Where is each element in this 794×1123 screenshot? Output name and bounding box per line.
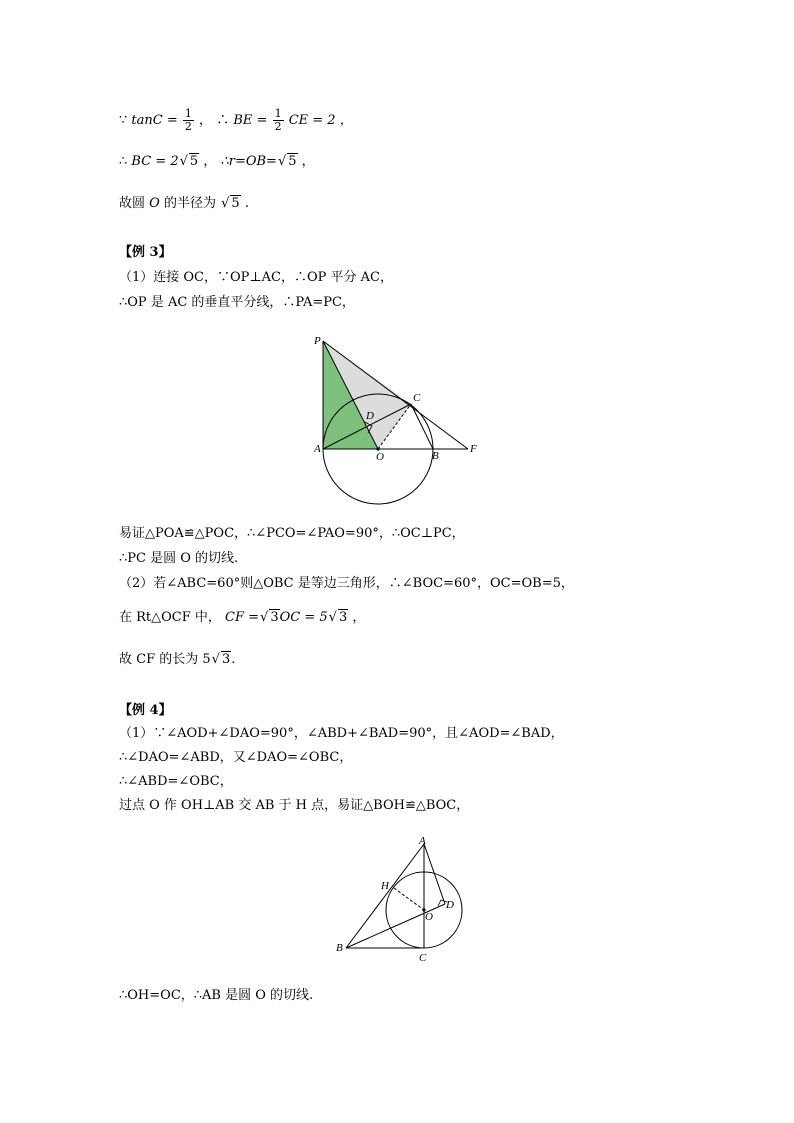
ex4-line-5: ∴OH=OC，∴AB 是圆 O 的切线. (119, 988, 314, 1003)
label-h: H (381, 880, 389, 892)
ex4-line-1: （1）∵∠AOD+∠DAO=90°，∠ABD+∠BAD=90°，且∠AOD=∠BAD， (119, 726, 564, 741)
example-3-title: 【例 3】 (119, 245, 172, 260)
line-radius: 故圆 O 的半径为 √ 5 . (119, 196, 249, 211)
label-f: F (470, 443, 477, 455)
ex3-line-5: （2）若∠ABC=60°则△OBC 是等边三角形，∴∠BOC=60°，OC=OB=5， (119, 576, 574, 591)
ex3-line-4: ∴PC 是圆 O 的切线. (119, 551, 239, 566)
ex4-line-2: ∴∠DAO=∠ABD，又∠DAO=∠OBC， (119, 750, 353, 765)
fraction-half: $\frac{1}{2}$ (184, 107, 192, 133)
ex3-line-7: 故 CF 的长为 5√ 3. (119, 652, 236, 667)
ex3-line-6: 在 Rt△OCF 中， CF =√ 3OC = 5√ 3 ， (119, 610, 366, 625)
ex3-line-2: ∴OP 是 AC 的垂直平分线，∴PA=PC， (119, 295, 355, 310)
label-d: D (366, 410, 374, 422)
label-o: O (425, 911, 433, 923)
line-bc: ∴ BC = 2√ 5 ， ∴r=OB=√ 5 ， (119, 154, 315, 169)
example-4-figure (330, 830, 480, 965)
tan-expr: tanC = (131, 113, 178, 128)
label-c: C (413, 392, 421, 404)
ex4-line-4: 过点 O 作 OH⊥AB 交 AB 于 H 点，易证△BOH≌△BOC， (119, 798, 470, 813)
label-b: B (336, 942, 343, 954)
line-tan: ∵ tanC = $\frac{1}{2}$ ， ∴ BE = $\frac{1}{2}$ CE = 2 ， (119, 107, 353, 133)
ex3-line-3: 易证△POA≌△POC，∴∠PCO=∠PAO=90°，∴OC⊥PC， (119, 526, 465, 541)
ex4-line-3: ∴∠ABD=∠OBC， (119, 774, 233, 789)
label-c: C (419, 952, 427, 964)
label-a: A (419, 835, 426, 847)
example-3-figure (300, 330, 490, 510)
label-a: A (314, 443, 321, 455)
ex3-line-1: （1）连接 OC，∵OP⊥AC，∴OP 平分 AC， (119, 270, 393, 285)
label-d: D (446, 899, 454, 911)
label-p: P (314, 335, 321, 347)
therefore-symbol: ∴ (216, 113, 230, 128)
label-o: O (376, 451, 384, 463)
example-4-title: 【例 4】 (119, 703, 172, 718)
therefore-symbol: ∴ (119, 154, 128, 169)
label-b: B (432, 450, 439, 462)
fraction-half: $\frac{1}{2}$ (274, 107, 282, 133)
because-symbol: ∵ (119, 113, 128, 128)
